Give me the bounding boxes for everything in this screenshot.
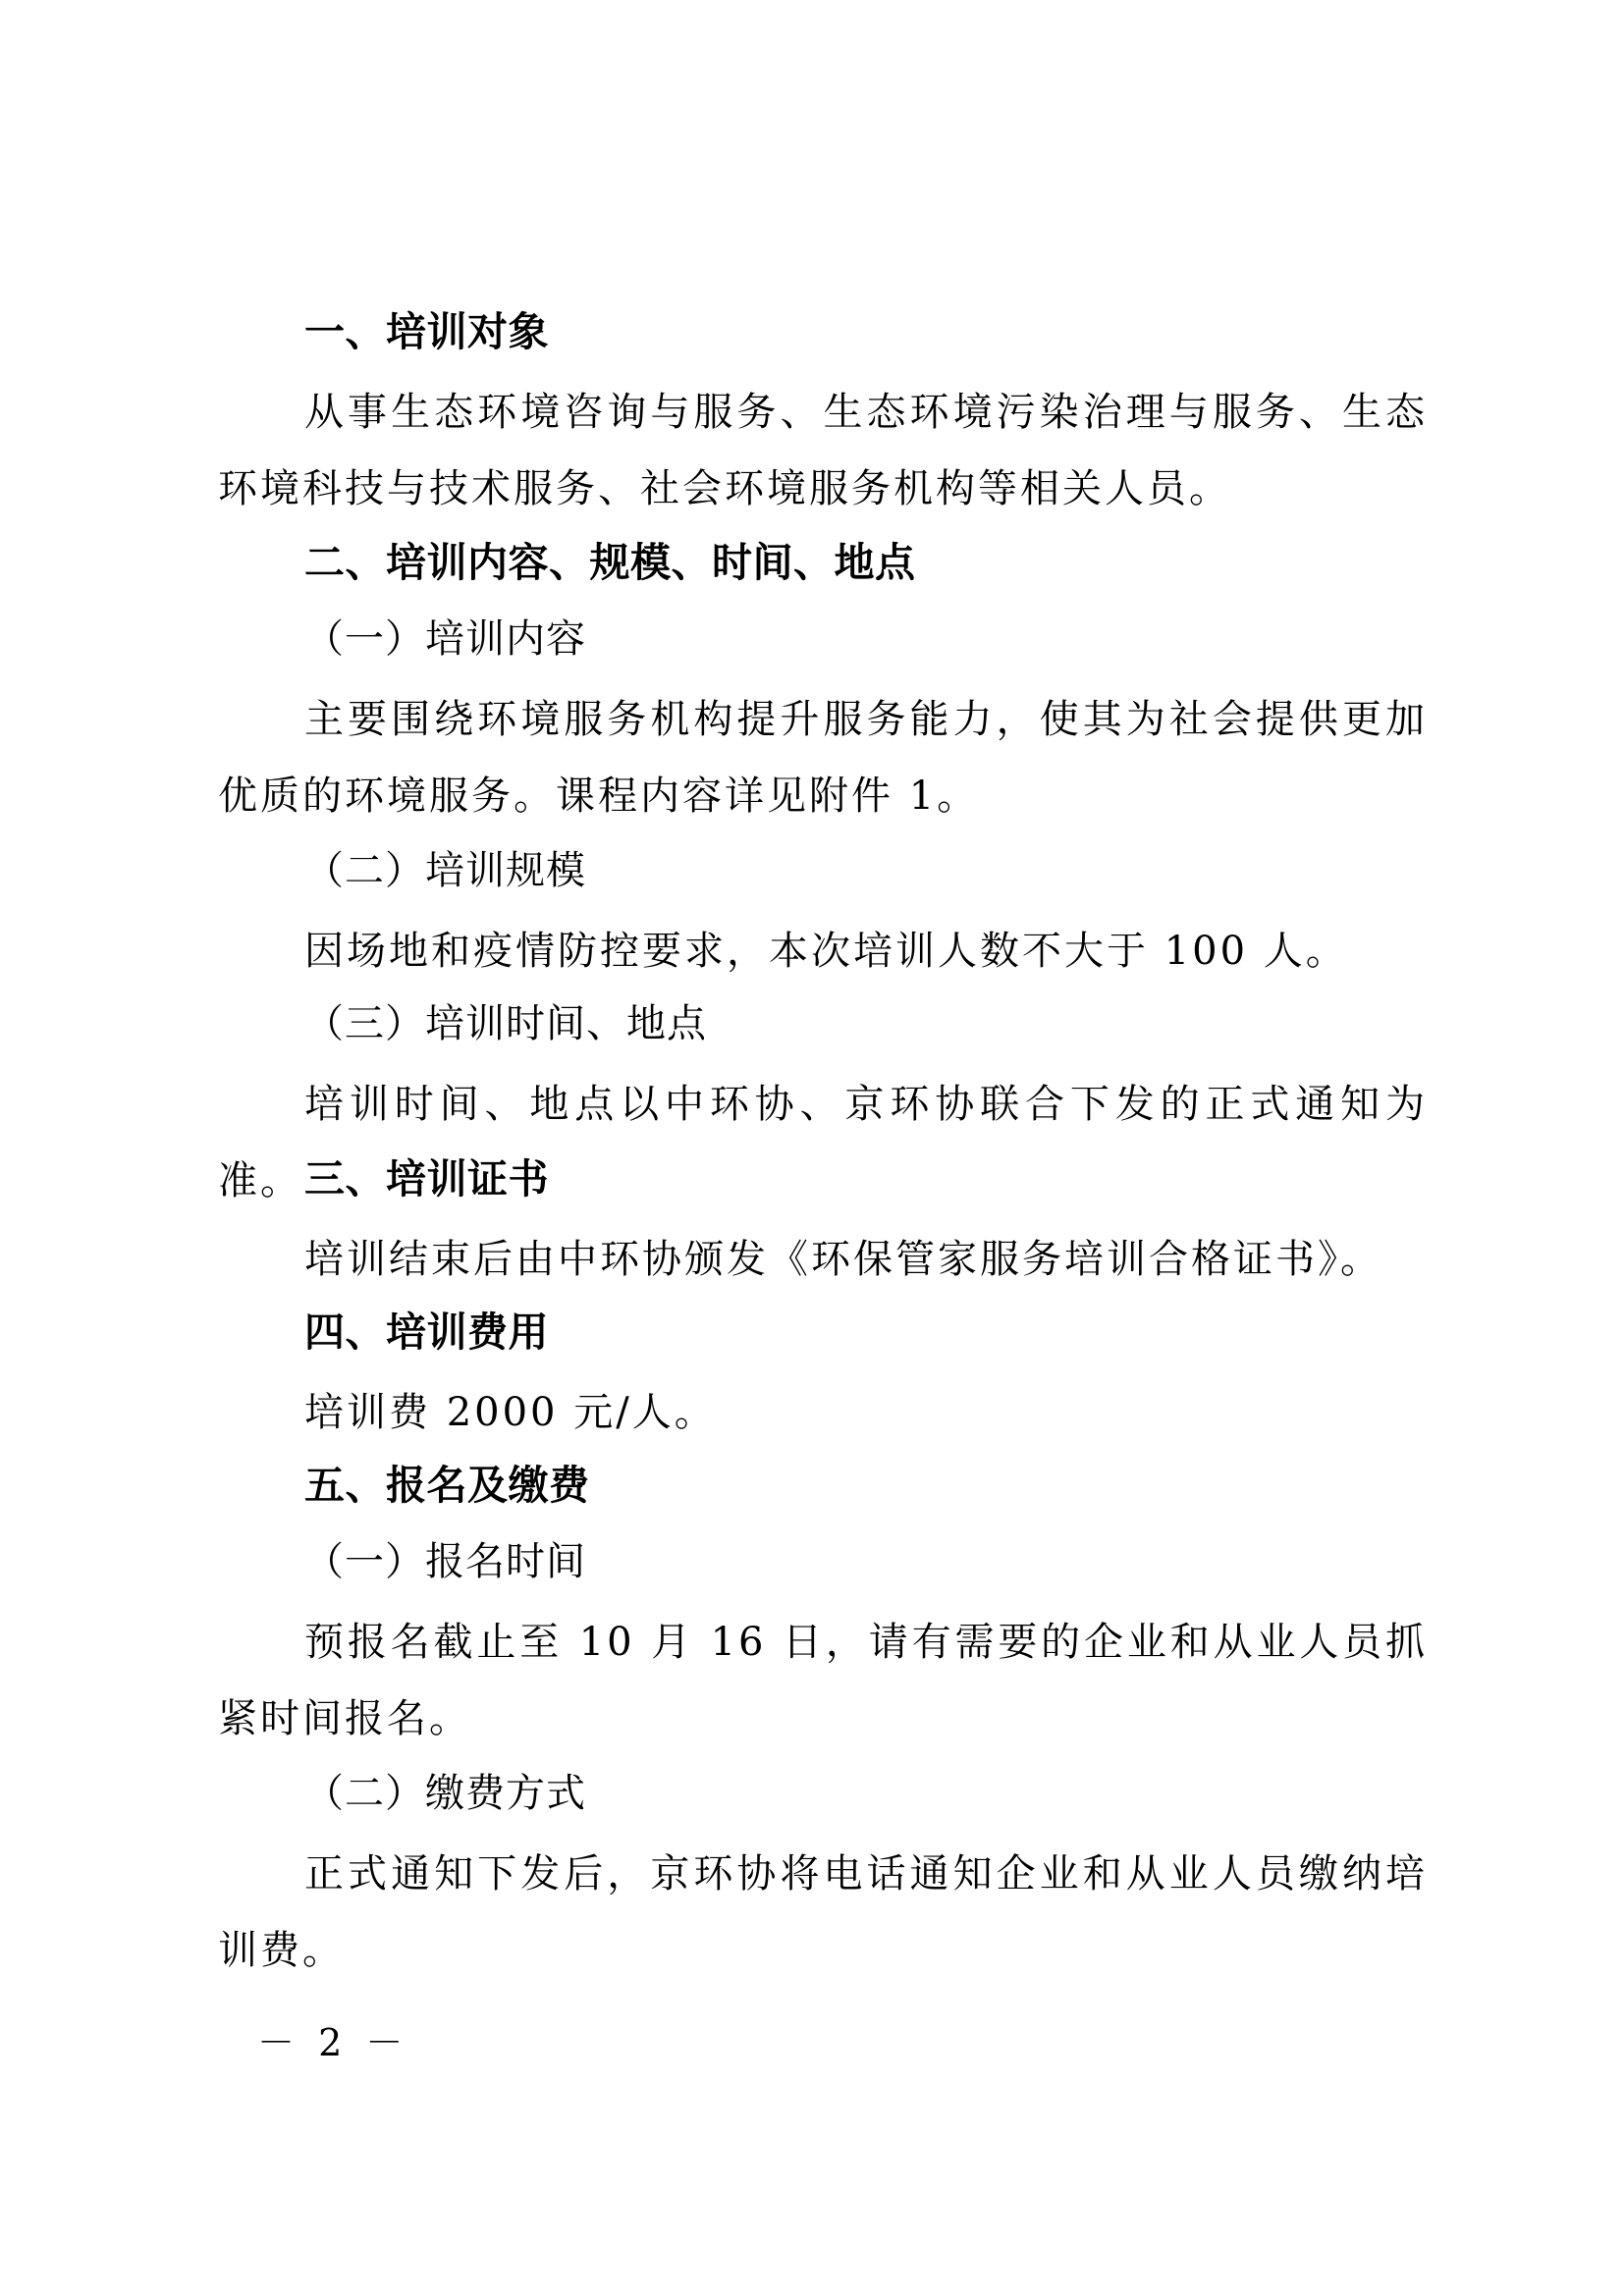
section-2-sub-2-heading: （二）培训规模: [304, 848, 586, 893]
page-number: － 2 －: [257, 2021, 409, 2064]
section-5-sub-1-body: 预报名截止至 10 月 16 日，请有需要的企业和从业人员抓紧时间报名。: [218, 1620, 1428, 1741]
section-1-body: 从事生态环境咨询与服务、生态环境污染治理与服务、生态环境科技与技术服务、社会环境服务机构等相关人员。: [218, 390, 1428, 511]
section-2-heading: 二、培训内容、规模、时间、地点: [304, 539, 916, 586]
section-2-sub-1-heading: （一）培训内容: [304, 616, 586, 662]
section-5-sub-2-body: 正式通知下发后，京环协将电话通知企业和从业人员缴纳培训费。: [218, 1851, 1428, 1973]
section-1-heading: 一、培训对象: [304, 308, 549, 355]
section-2-sub-2-body: 因场地和疫情防控要求，本次培训人数不大于 100 人。: [304, 929, 1348, 974]
section-3-heading: 三、培训证书: [304, 1155, 549, 1202]
section-5-heading: 五、报名及缴费: [304, 1462, 590, 1509]
section-5-sub-2-heading: （二）缴费方式: [304, 1771, 586, 1816]
section-2-sub-1-body: 主要围绕环境服务机构提升服务能力，使其为社会提供更加优质的环境服务。课程内容详见附件 1。: [218, 697, 1428, 819]
section-2-sub-3-heading: （三）培训时间、地点: [304, 1001, 707, 1046]
section-5-sub-1-heading: （一）报名时间: [304, 1539, 586, 1584]
section-4-body: 培训费 2000 元/人。: [304, 1390, 717, 1435]
section-2-sub-3-body: 培训时间、地点以中环协、京环协联合下发的正式通知为准。: [218, 1082, 1428, 1203]
section-3-body: 培训结束后由中环协颁发《环保管家服务培训合格证书》。: [304, 1237, 1382, 1282]
section-4-heading: 四、培训费用: [304, 1308, 549, 1356]
